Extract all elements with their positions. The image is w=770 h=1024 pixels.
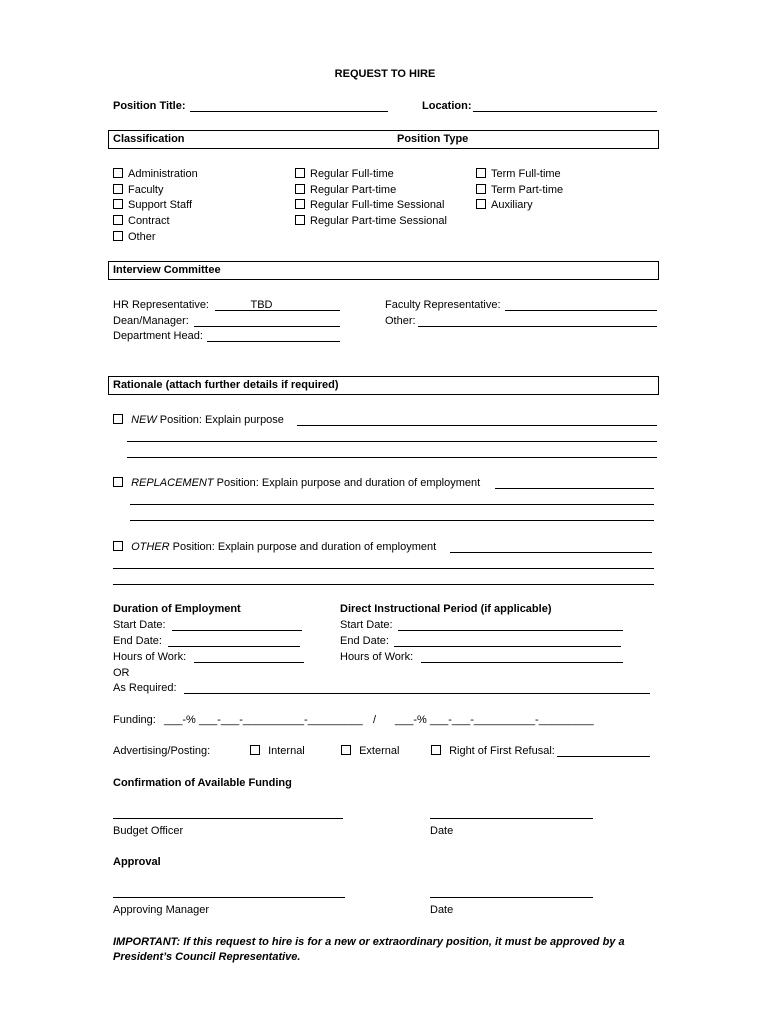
advertising-right-of-first-refusal[interactable]: Right of First Refusal: [431,745,555,757]
funding-code-1[interactable]: ___-% ___-___-__________-_________ [164,714,363,726]
other-text: Position: Explain purpose and duration of employment [169,541,437,553]
other-explain-line-1[interactable] [450,552,652,553]
hr-representative-value: TBD [250,299,273,311]
type-option-regular-part-time[interactable]: Regular Part-time [295,184,396,196]
new-explain-line-2[interactable] [127,441,657,442]
budget-officer-label: Budget Officer [113,825,184,837]
position-title-row [113,100,186,112]
rationale-label: Rationale (attach further details if required) [113,379,339,391]
approval-date-label: Date [430,904,454,916]
faculty-representative-label: Faculty Representative: [385,299,501,311]
confirmation-label: Confirmation of Available Funding [113,777,292,789]
direct-instruction-label: Direct Instructional Period (if applicable) [340,603,552,615]
classification-label: Classification [113,133,185,145]
checkbox[interactable] [250,745,260,755]
class-option-contract[interactable]: Contract [113,215,170,227]
faculty-representative-field[interactable] [505,299,657,311]
advertising-external[interactable]: External [341,745,399,757]
type-option-regular-full-time-sessional[interactable]: Regular Full-time Sessional [295,199,445,211]
location-field[interactable] [473,100,657,112]
as-required-label: As Required: [113,682,177,694]
duration-or-label: OR [113,667,130,679]
checkbox[interactable] [295,215,305,225]
approval-date-line[interactable] [430,897,593,898]
replacement-explain-line-1[interactable] [495,488,654,489]
type-option-regular-full-time[interactable]: Regular Full-time [295,168,394,180]
direct-hours-field[interactable] [421,651,623,663]
budget-date-line[interactable] [430,818,593,819]
new-explain-line-1[interactable] [297,425,657,426]
duration-start-field[interactable] [172,619,302,631]
rationale-header [108,376,659,395]
budget-date-label: Date [430,825,454,837]
hr-representative-label: HR Representative: [113,299,209,311]
checkbox[interactable] [295,199,305,209]
as-required-field[interactable] [184,682,650,694]
class-option-support-staff[interactable]: Support Staff [113,199,192,211]
checkbox[interactable] [113,215,123,225]
location-label: Location: [422,100,472,112]
rationale-new-option[interactable] [113,414,284,426]
position-title-field[interactable] [190,100,388,112]
dean-manager-field[interactable] [194,315,340,327]
position-title-label: Position Title: [113,100,186,112]
rationale-other-option[interactable] [113,541,436,553]
right-of-first-refusal-field[interactable] [557,745,650,757]
new-explain-line-3[interactable] [127,457,657,458]
checkbox[interactable] [113,477,123,487]
type-option-term-part-time[interactable]: Term Part-time [476,184,563,196]
direct-end-field[interactable] [394,635,621,647]
duration-hours-label: Hours of Work: [113,651,187,663]
checkbox[interactable] [113,541,123,551]
direct-hours-label: Hours of Work: [340,651,414,663]
checkbox[interactable] [341,745,351,755]
checkbox[interactable] [295,184,305,194]
approving-manager-signature-line[interactable] [113,897,345,898]
new-keyword: NEW [131,414,157,426]
budget-officer-signature-line[interactable] [113,818,343,819]
checkbox[interactable] [113,168,123,178]
duration-end-field[interactable] [168,635,300,647]
important-note-line-2: President’s Council Representative. [113,951,301,963]
checkbox[interactable] [431,745,441,755]
duration-label: Duration of Employment [113,603,241,615]
direct-start-field[interactable] [398,619,623,631]
hr-representative-field[interactable] [215,299,340,311]
class-option-administration[interactable]: Administration [113,168,198,180]
dean-manager-label: Dean/Manager: [113,315,189,327]
direct-start-label: Start Date: [340,619,393,631]
checkbox[interactable] [476,168,486,178]
replacement-explain-line-3[interactable] [130,520,654,521]
type-option-term-full-time[interactable]: Term Full-time [476,168,561,180]
department-head-field[interactable] [207,330,340,342]
rationale-replacement-option[interactable] [113,477,480,489]
other-representative-field[interactable] [418,315,657,327]
checkbox[interactable] [476,199,486,209]
advertising-internal[interactable]: Internal [250,745,305,757]
interview-committee-header [108,261,659,280]
other-keyword: OTHER [131,541,170,553]
classification-header [108,130,659,149]
interview-committee-label: Interview Committee [113,264,221,276]
checkbox[interactable] [113,231,123,241]
funding-code-2[interactable]: ___-% ___-___-__________-_________ [395,714,594,726]
type-option-regular-part-time-sessional[interactable]: Regular Part-time Sessional [295,215,447,227]
funding-label: Funding: [113,714,156,726]
checkbox[interactable] [295,168,305,178]
other-representative-label: Other: [385,315,416,327]
checkbox[interactable] [113,199,123,209]
replacement-keyword: REPLACEMENT [131,477,214,489]
direct-end-label: End Date: [340,635,389,647]
class-option-faculty[interactable]: Faculty [113,184,163,196]
replacement-text: Position: Explain purpose and duration of employment [213,477,481,489]
checkbox[interactable] [476,184,486,194]
position-type-label: Position Type [397,133,469,145]
funding-slash: / [373,714,377,726]
new-text: Position: Explain purpose [156,414,284,426]
other-explain-line-3[interactable] [113,584,654,585]
advertising-label: Advertising/Posting: [113,745,211,757]
important-note-line-1: IMPORTANT: If this request to hire is for a new or extraordinary position, it must be approved by a [113,936,625,948]
duration-start-label: Start Date: [113,619,166,631]
class-option-other[interactable]: Other [113,231,156,243]
approving-manager-label: Approving Manager [113,904,210,916]
approval-label: Approval [113,856,161,868]
type-option-auxiliary[interactable]: Auxiliary [476,199,533,211]
department-head-label: Department Head: [113,330,203,342]
page-title: REQUEST TO HIRE [334,68,436,80]
duration-end-label: End Date: [113,635,162,647]
replacement-explain-line-2[interactable] [130,504,654,505]
other-explain-line-2[interactable] [113,568,654,569]
duration-hours-field[interactable] [194,651,304,663]
checkbox[interactable] [113,184,123,194]
checkbox[interactable] [113,414,123,424]
